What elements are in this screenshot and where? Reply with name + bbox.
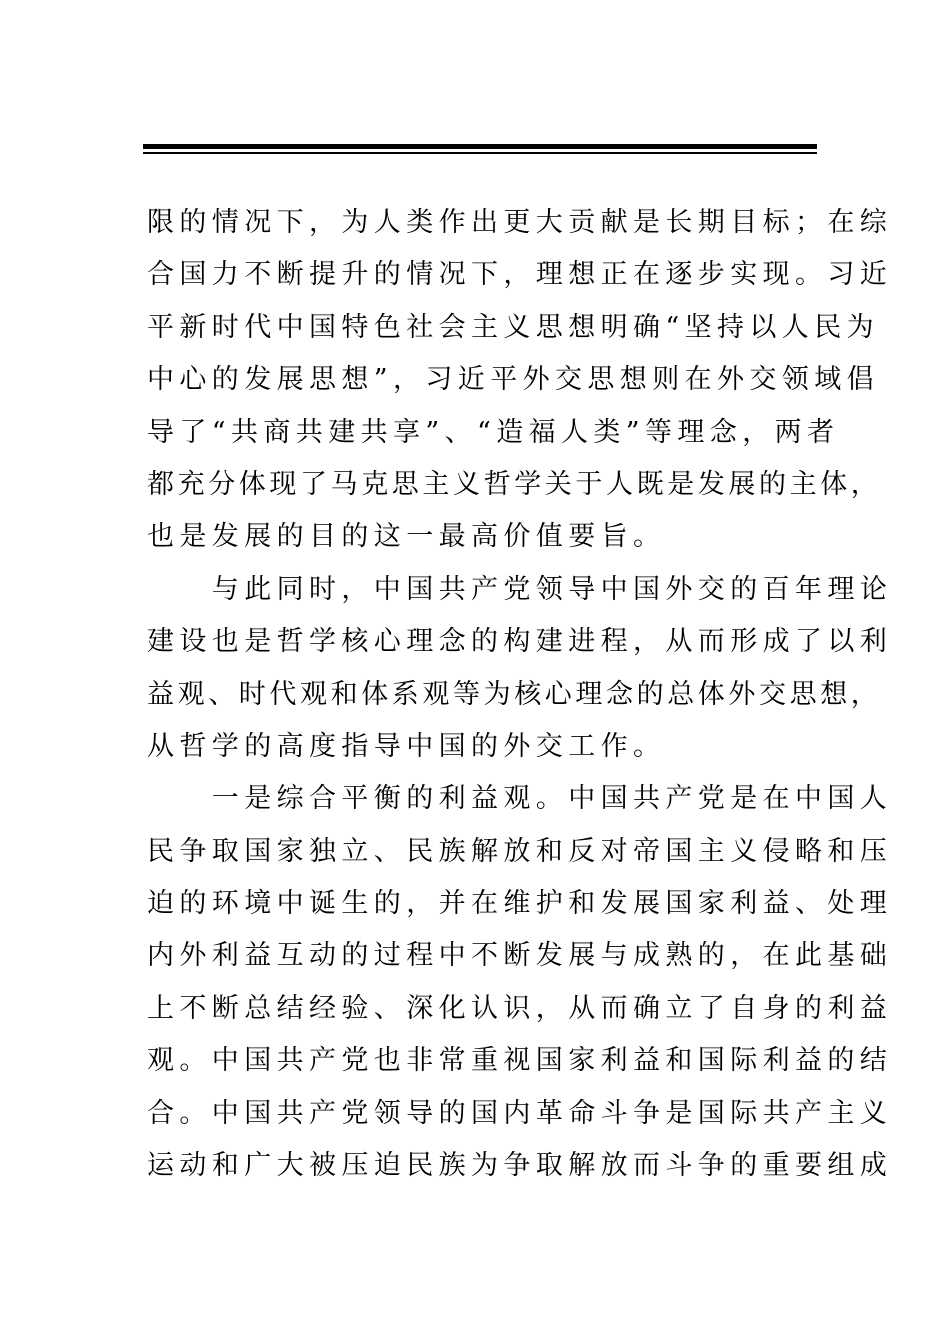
- text-line: 中心的发展思想”，习近平外交思想则在外交领域倡: [147, 364, 880, 396]
- text-line: 导了“共商共建共享”、“造福人类”等理念，两者: [147, 416, 840, 448]
- text-line: 内外利益互动的过程中不断发展与成熟的，在此基础: [147, 940, 893, 972]
- text-line: 民争取国家独立、民族解放和反对帝国主义侵略和压: [147, 835, 893, 867]
- text-line: 也是发展的目的这一最高价值要旨。: [147, 521, 666, 553]
- header-rule-thick: [143, 144, 817, 149]
- text-line: 迫的环境中诞生的，并在维护和发展国家利益、处理: [147, 888, 893, 920]
- text-line: 合国力不断提升的情况下，理想正在逐步实现。习近: [147, 259, 893, 291]
- text-line: 限的情况下，为人类作出更大贡献是长期目标；在综: [147, 207, 893, 238]
- text-line: 建设也是哲学核心理念的构建进程，从而形成了以利: [147, 626, 893, 658]
- text-line: 观。中国共产党也非常重视国家利益和国际利益的结: [147, 1045, 893, 1077]
- document-body: [147, 197, 893, 1192]
- paragraph-start-line: 一是综合平衡的利益观。中国共产党是在中国人: [147, 783, 893, 815]
- text-line: 上不断总结经验、深化认识，从而确立了自身的利益: [147, 992, 893, 1024]
- text-line: 从哲学的高度指导中国的外交工作。: [147, 730, 666, 762]
- text-line: 合。中国共产党领导的国内革命斗争是国际共产主义: [147, 1097, 893, 1129]
- header-rule-thin: [143, 152, 817, 154]
- paragraph-start-line: 与此同时，中国共产党领导中国外交的百年理论: [147, 573, 893, 605]
- text-line: 平新时代中国特色社会主义思想明确“坚持以人民为: [147, 311, 880, 343]
- text-line: 都充分体现了马克思主义哲学关于人既是发展的主体，: [147, 468, 882, 500]
- text-line: 运动和广大被压迫民族为争取解放而斗争的重要组成: [147, 1150, 893, 1182]
- text-line: 益观、时代观和体系观等为核心理念的总体外交思想，: [147, 678, 882, 710]
